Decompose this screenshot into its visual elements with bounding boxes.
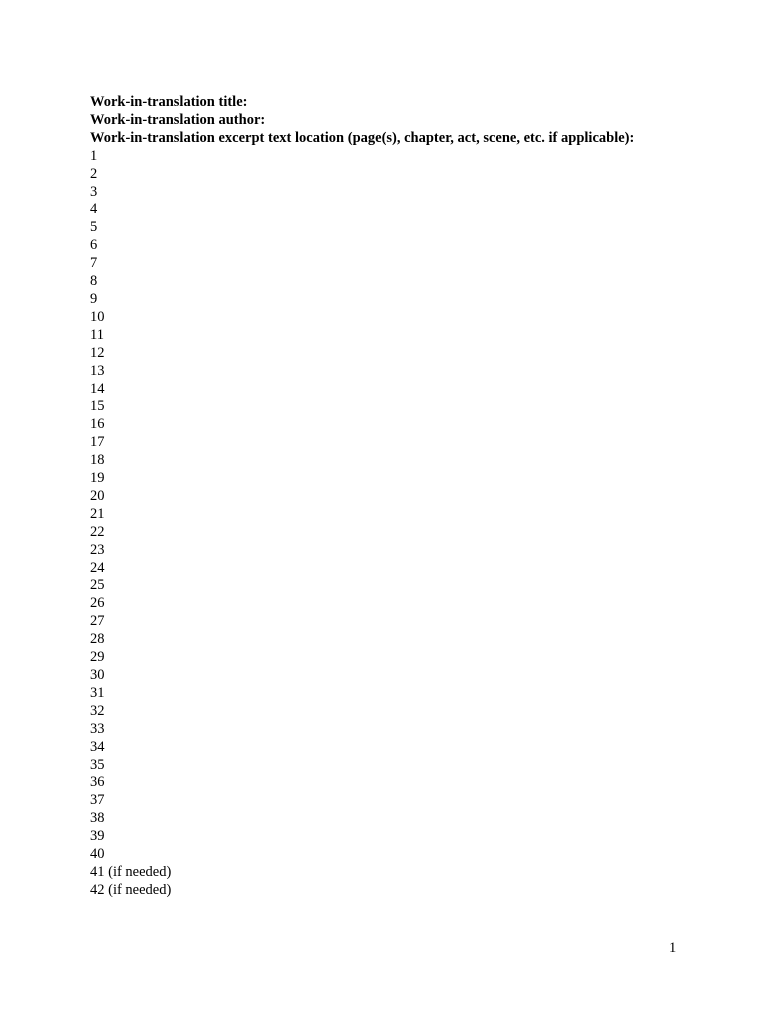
numbered-line: 35 <box>90 756 105 773</box>
numbered-line: 31 <box>90 684 105 701</box>
numbered-line: 28 <box>90 631 105 648</box>
numbered-line: 42 (if needed) <box>90 881 172 898</box>
numbered-line-list <box>90 148 710 900</box>
numbered-line: 32 <box>90 702 105 719</box>
numbered-line: 15 <box>90 398 105 415</box>
numbered-line: 11 <box>90 326 104 343</box>
numbered-line: 20 <box>90 487 105 504</box>
numbered-line: 3 <box>90 183 98 200</box>
location-field-label: Work-in-translation excerpt text location (page(s), chapter, act, scene, etc. if applicable): <box>90 129 635 146</box>
numbered-line: 2 <box>90 165 98 182</box>
numbered-line: 25 <box>90 577 105 594</box>
numbered-line: 37 <box>90 792 105 809</box>
numbered-line: 14 <box>90 380 105 397</box>
numbered-line: 38 <box>90 810 105 827</box>
author-field-label: Work-in-translation author: <box>90 111 266 128</box>
numbered-line: 34 <box>90 738 105 755</box>
numbered-line: 12 <box>90 344 105 361</box>
numbered-line: 41 (if needed) <box>90 863 172 880</box>
numbered-line: 19 <box>90 470 105 487</box>
numbered-line: 5 <box>90 219 98 236</box>
numbered-line: 6 <box>90 237 98 254</box>
numbered-line: 33 <box>90 720 105 737</box>
page-number: 1 <box>669 940 677 956</box>
numbered-line: 24 <box>90 559 105 576</box>
numbered-line: 40 <box>90 846 105 863</box>
numbered-line: 39 <box>90 828 105 845</box>
numbered-line: 1 <box>90 147 98 164</box>
numbered-line: 27 <box>90 613 105 630</box>
document-body <box>90 94 710 900</box>
numbered-line: 4 <box>90 201 98 218</box>
numbered-line: 9 <box>90 290 98 307</box>
title-field-label: Work-in-translation title: <box>90 94 248 110</box>
numbered-line: 21 <box>90 505 105 522</box>
numbered-line: 16 <box>90 416 105 433</box>
numbered-line: 17 <box>90 434 105 451</box>
numbered-line: 26 <box>90 595 105 612</box>
numbered-line: 7 <box>90 255 98 272</box>
numbered-line: 36 <box>90 774 105 791</box>
numbered-line: 18 <box>90 452 105 469</box>
numbered-line: 8 <box>90 273 98 290</box>
numbered-line: 10 <box>90 308 105 325</box>
numbered-line: 29 <box>90 649 105 666</box>
numbered-line: 22 <box>90 523 105 540</box>
numbered-line: 23 <box>90 541 105 558</box>
numbered-line: 13 <box>90 362 105 379</box>
numbered-line: 30 <box>90 667 105 683</box>
